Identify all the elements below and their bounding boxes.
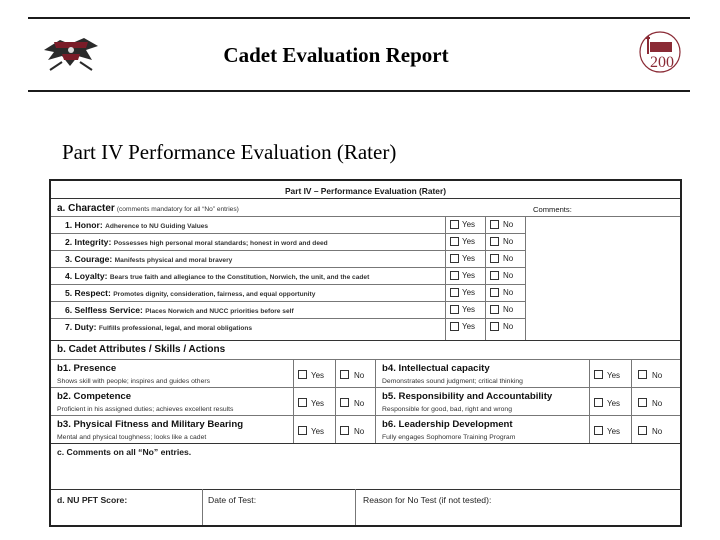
char-item-desc: Places Norwich and NUCC priorities before self xyxy=(145,308,294,315)
divider xyxy=(51,284,525,285)
char-item-5 xyxy=(65,288,315,298)
divider xyxy=(375,359,376,443)
divider xyxy=(445,216,446,340)
yes-label: Yes xyxy=(607,371,621,380)
char-item-desc: Adherence to NU Guiding Values xyxy=(105,223,209,230)
pft-score-label: d. NU PFT Score: xyxy=(57,495,128,505)
no-checkbox[interactable] xyxy=(490,271,499,280)
no-checkbox[interactable] xyxy=(490,220,499,229)
logo-200-text: 200 xyxy=(650,54,674,71)
yes-checkbox[interactable] xyxy=(298,370,307,379)
no-label: No xyxy=(503,254,514,263)
char-item-desc: Possesses high personal moral standards; honest in word and deed xyxy=(113,240,328,247)
divider xyxy=(202,489,203,527)
attr-title: b1. Presence xyxy=(57,363,117,374)
divider xyxy=(589,359,590,443)
attr-title: b6. Leadership Development xyxy=(382,419,513,430)
char-item-desc: Fulfills professional, legal, and moral obligations xyxy=(98,325,253,332)
yes-checkbox[interactable] xyxy=(450,237,459,246)
attr-title: b3. Physical Fitness and Military Bearing xyxy=(57,419,244,430)
yes-checkbox[interactable] xyxy=(594,370,603,379)
char-item-3 xyxy=(65,254,232,264)
divider xyxy=(51,267,525,268)
divider xyxy=(51,415,680,416)
divider xyxy=(525,216,526,340)
no-checkbox[interactable] xyxy=(490,237,499,246)
no-checkbox[interactable] xyxy=(490,288,499,297)
no-checkbox[interactable] xyxy=(638,370,647,379)
no-checkbox[interactable] xyxy=(490,305,499,314)
yes-label: Yes xyxy=(462,322,476,331)
evaluation-form xyxy=(49,179,682,527)
norwich-200-logo-icon xyxy=(636,30,684,74)
divider xyxy=(335,359,336,443)
no-label: No xyxy=(652,399,663,408)
comments-no-label: c. Comments on all “No” entries. xyxy=(57,447,192,457)
divider xyxy=(51,340,680,341)
char-item-label: 7. Duty: xyxy=(65,322,97,332)
no-label: No xyxy=(354,371,365,380)
yes-label: Yes xyxy=(462,220,476,229)
yes-label: Yes xyxy=(462,288,476,297)
no-label: No xyxy=(652,371,663,380)
divider xyxy=(51,387,680,388)
attr-desc: Shows skill with people; inspires and guides others xyxy=(57,378,211,385)
no-label: No xyxy=(503,220,514,229)
char-item-desc: Promotes dignity, consideration, fairness, and equal opportunity xyxy=(113,291,316,298)
yes-label: Yes xyxy=(311,427,325,436)
no-checkbox[interactable] xyxy=(490,322,499,331)
no-checkbox[interactable] xyxy=(638,426,647,435)
yes-checkbox[interactable] xyxy=(594,398,603,407)
attr-title: b5. Responsibility and Accountability xyxy=(382,391,553,402)
divider xyxy=(51,489,680,490)
section-subtitle: Part IV Performance Evaluation (Rater) xyxy=(62,140,397,164)
no-label: No xyxy=(503,288,514,297)
yes-label: Yes xyxy=(462,237,476,246)
attr-desc: Fully engages Sophomore Training Program xyxy=(382,434,516,441)
yes-checkbox[interactable] xyxy=(450,322,459,331)
yes-checkbox[interactable] xyxy=(298,398,307,407)
no-checkbox[interactable] xyxy=(340,426,349,435)
divider xyxy=(293,359,294,443)
divider xyxy=(51,301,525,302)
char-item-7 xyxy=(65,322,252,332)
divider xyxy=(631,359,632,443)
no-label: No xyxy=(354,399,365,408)
yes-checkbox[interactable] xyxy=(594,426,603,435)
attr-title: b2. Competence xyxy=(57,391,132,402)
no-label: No xyxy=(503,271,514,280)
yes-checkbox[interactable] xyxy=(450,271,459,280)
yes-label: Yes xyxy=(462,254,476,263)
divider xyxy=(51,216,680,217)
divider xyxy=(485,216,486,340)
attributes-heading: b. Cadet Attributes / Skills / Actions xyxy=(57,344,226,355)
char-item-4 xyxy=(65,271,369,281)
no-label: No xyxy=(652,427,663,436)
divider xyxy=(51,198,680,199)
char-item-label: 4. Loyalty: xyxy=(65,271,108,281)
header-bottom-rule xyxy=(28,90,690,92)
no-label: No xyxy=(503,305,514,314)
yes-checkbox[interactable] xyxy=(450,305,459,314)
no-label: No xyxy=(354,427,365,436)
divider xyxy=(51,443,680,444)
yes-label: Yes xyxy=(462,305,476,314)
char-item-label: 2. Integrity: xyxy=(65,237,112,247)
char-item-label: 5. Respect: xyxy=(65,288,111,298)
page-title: Cadet Evaluation Report xyxy=(223,43,449,67)
divider xyxy=(51,318,525,319)
char-item-desc: Manifests physical and moral bravery xyxy=(114,257,233,264)
yes-checkbox[interactable] xyxy=(450,254,459,263)
char-item-2 xyxy=(65,237,328,247)
char-item-6 xyxy=(65,305,294,315)
pft-date-label: Date of Test: xyxy=(208,495,257,505)
char-item-label: 6. Selfless Service: xyxy=(65,305,143,315)
no-checkbox[interactable] xyxy=(340,370,349,379)
attr-desc: Proficient in his assigned duties; achieves excellent results xyxy=(57,406,234,413)
no-checkbox[interactable] xyxy=(638,398,647,407)
yes-label: Yes xyxy=(462,271,476,280)
yes-label: Yes xyxy=(607,399,621,408)
character-heading-row xyxy=(57,203,239,214)
yes-label: Yes xyxy=(607,427,621,436)
attr-desc: Responsible for good, bad, right and wrong xyxy=(382,406,512,413)
yes-checkbox[interactable] xyxy=(450,220,459,229)
char-item-label: 3. Courage: xyxy=(65,254,113,264)
divider xyxy=(51,233,525,234)
form-title: Part IV – Performance Evaluation (Rater) xyxy=(284,186,447,196)
no-label: No xyxy=(503,322,514,331)
attr-desc: Mental and physical toughness; looks like a cadet xyxy=(57,434,207,441)
comments-label: Comments: xyxy=(533,205,572,214)
yes-checkbox[interactable] xyxy=(450,288,459,297)
no-checkbox[interactable] xyxy=(340,398,349,407)
char-item-1 xyxy=(65,220,208,230)
attr-title: b4. Intellectual capacity xyxy=(382,363,490,374)
character-heading: a. Character xyxy=(57,203,115,214)
char-item-desc: Bears true faith and allegiance to the Constitution, Norwich, the unit, and the cadet xyxy=(109,274,370,281)
attr-desc: Demonstrates sound judgment; critical thinking xyxy=(382,378,523,385)
divider xyxy=(51,359,680,360)
no-checkbox[interactable] xyxy=(490,254,499,263)
pft-reason-label: Reason for No Test (if not tested): xyxy=(363,495,492,505)
divider xyxy=(355,489,356,527)
yes-label: Yes xyxy=(311,399,325,408)
yes-label: Yes xyxy=(311,371,325,380)
yes-checkbox[interactable] xyxy=(298,426,307,435)
header-top-rule xyxy=(28,17,690,19)
divider xyxy=(51,250,525,251)
no-label: No xyxy=(503,237,514,246)
character-note: (comments mandatory for all “No” entries) xyxy=(116,206,239,213)
char-item-label: 1. Honor: xyxy=(65,220,103,230)
